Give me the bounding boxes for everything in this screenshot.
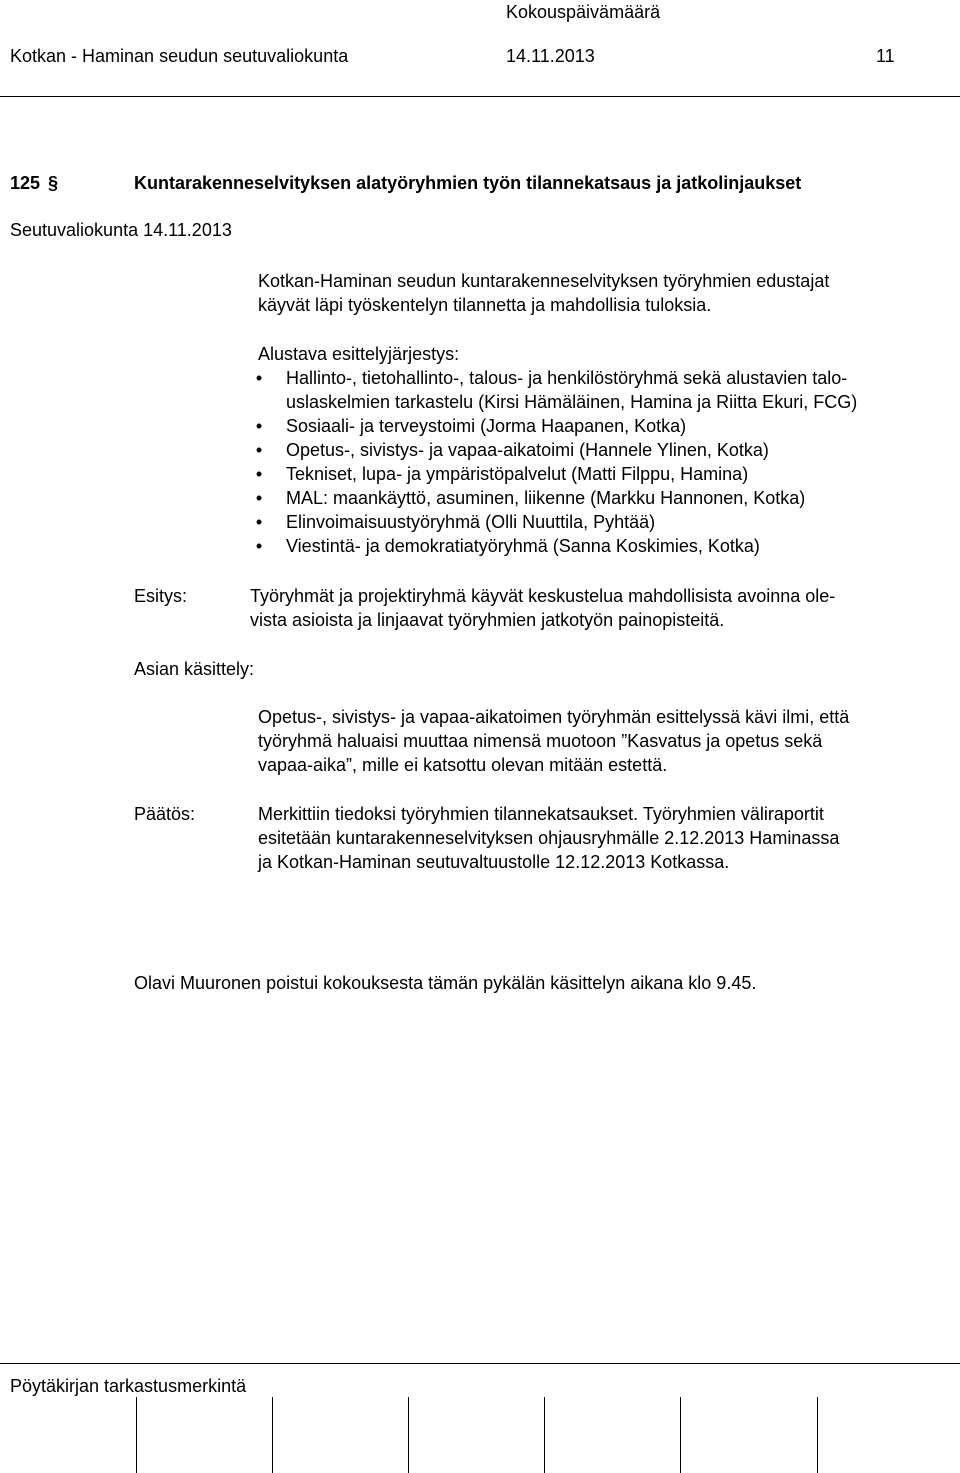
agenda-item-line: Opetus-, sivistys- ja vapaa-aikatoimi (Hannele Ylinen, Kotka)	[286, 440, 769, 460]
attendance-note: Olavi Muuronen poistui kokouksesta tämän pykälän käsittelyn aikana klo 9.45.	[134, 973, 757, 993]
signature-box-divider	[680, 1397, 681, 1473]
proposal-line: Työryhmät ja projektiryhmä käyvät keskustelua mahdollisista avoinna ole-	[250, 586, 836, 606]
bullet-icon: •	[255, 512, 263, 532]
agenda-item	[254, 438, 960, 462]
bullet-icon: •	[255, 440, 263, 460]
agenda-item-line: MAL: maankäyttö, asuminen, liikenne (Markku Hannonen, Kotka)	[286, 488, 806, 508]
proposal-label: Esitys:	[134, 586, 188, 606]
section-title: Kuntarakenneselvityksen alatyöryhmien työn tilannekatsaus ja jatkolinjaukset	[134, 173, 802, 193]
intro-paragraph	[258, 269, 958, 317]
section-symbol: §	[48, 173, 59, 193]
handling-line: vapaa-aika”, mille ei katsottu olevan mitään estettä.	[258, 755, 668, 775]
signature-box-divider	[408, 1397, 409, 1473]
agenda-item	[254, 414, 960, 438]
minutes-check-label: Pöytäkirjan tarkastusmerkintä	[10, 1376, 247, 1396]
intro-line: Kotkan-Haminan seudun kuntarakenneselvityksen työryhmien edustajat	[258, 271, 830, 291]
agenda-item	[254, 486, 960, 510]
meeting-date: 14.11.2013	[506, 46, 595, 66]
bullet-icon: •	[255, 464, 263, 484]
handling-label: Asian käsittely:	[134, 659, 255, 679]
proposal-line: vista asioista ja linjaavat työryhmien jatkotyön painopisteitä.	[250, 610, 725, 630]
header-divider	[0, 96, 960, 97]
signature-box-divider	[544, 1397, 545, 1473]
bullet-icon: •	[255, 416, 263, 436]
proposal-text	[250, 584, 960, 632]
decision-text	[258, 802, 958, 874]
agenda-item	[254, 462, 960, 486]
agenda-item-line: Hallinto-, tietohallinto-, talous- ja henkilöstöryhmä sekä alustavien talo-	[286, 368, 848, 388]
agenda-list	[254, 366, 960, 558]
handling-line: Opetus-, sivistys- ja vapaa-aikatoimen työryhmän esittelyssä kävi ilmi, että	[258, 707, 850, 727]
decision-line: ja Kotkan-Haminan seutuvaltuustolle 12.12.2013 Kotkassa.	[258, 852, 730, 872]
section-number: 125	[10, 173, 41, 193]
header-date-label: Kokouspäivämäärä	[506, 2, 661, 22]
agenda-item-line: Tekniset, lupa- ja ympäristöpalvelut (Matti Filppu, Hamina)	[286, 464, 749, 484]
agenda-item-line: uslaskelmien tarkastelu (Kirsi Hämäläinen, Hamina ja Riitta Ekuri, FCG)	[286, 392, 858, 412]
footer-divider	[0, 1363, 960, 1364]
bullet-icon: •	[255, 368, 263, 388]
page-number: 11	[876, 46, 895, 66]
bullet-icon: •	[255, 536, 263, 556]
agenda-item-line: Elinvoimaisuustyöryhmä (Olli Nuuttila, Pyhtää)	[286, 512, 656, 532]
handling-line: työryhmä haluaisi muuttaa nimensä muotoon ”Kasvatus ja opetus sekä	[258, 731, 823, 751]
agenda-item	[254, 534, 960, 558]
signature-box-divider	[136, 1397, 137, 1473]
agenda-title: Alustava esittelyjärjestys:	[258, 344, 460, 364]
signature-box-divider	[272, 1397, 273, 1473]
decision-line: esitetään kuntarakenneselvityksen ohjausryhmälle 2.12.2013 Haminassa	[258, 828, 840, 848]
organization-name: Kotkan - Haminan seudun seutuvaliokunta	[10, 46, 349, 66]
meeting-reference: Seutuvaliokunta 14.11.2013	[10, 220, 232, 240]
handling-text	[258, 705, 958, 777]
agenda-item	[254, 510, 960, 534]
agenda-item-line: Sosiaali- ja terveystoimi (Jorma Haapanen, Kotka)	[286, 416, 687, 436]
agenda-item	[254, 366, 960, 414]
agenda-item-line: Viestintä- ja demokratiatyöryhmä (Sanna Koskimies, Kotka)	[286, 536, 760, 556]
signature-box-divider	[817, 1397, 818, 1473]
intro-line: käyvät läpi työskentelyn tilannetta ja mahdollisia tuloksia.	[258, 295, 712, 315]
decision-line: Merkittiin tiedoksi työryhmien tilannekatsaukset. Työryhmien väliraportit	[258, 804, 824, 824]
bullet-icon: •	[255, 488, 263, 508]
decision-label: Päätös:	[134, 804, 196, 824]
